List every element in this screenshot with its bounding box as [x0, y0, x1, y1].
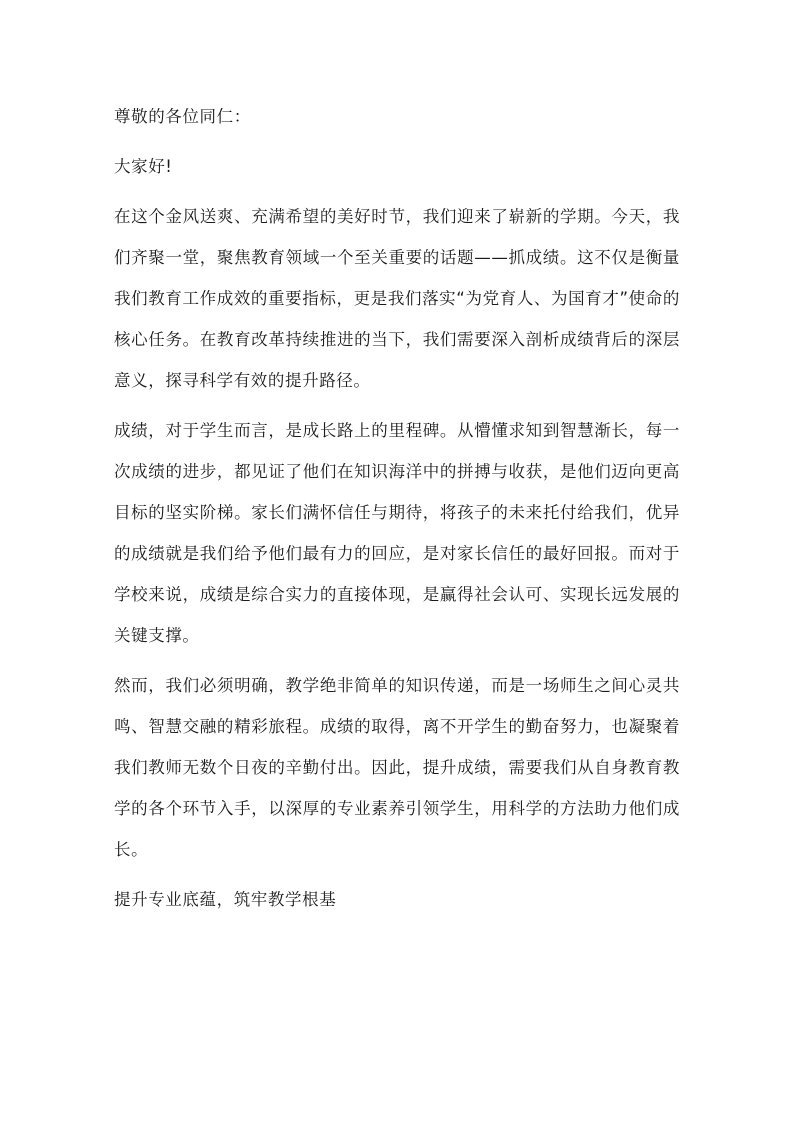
section-heading-1: 提升专业底蕴，筑牢教学根基	[114, 890, 337, 909]
paragraph-greeting: 大家好!	[114, 157, 173, 176]
paragraph-body-2: 成绩，对于学生而言，是成长路上的里程碑。从懵懂求知到智慧渐长，每一次成绩的进步，都见证了他们在知识海洋中的拼搏与收获，是他们迈向更高目标的坚实阶梯。家长们满怀信任与期待，将孩子的未来托付给我们，优异的成绩就是我们给予他们最有力的回应，是对家长信任的最好回报。而对于学校来说，成绩是综合实力的直接体现，是赢得社会认可、实现长远发展的关键支撑。	[114, 421, 680, 645]
paragraph-body-3: 然而，我们必须明确，教学绝非简单的知识传递，而是一场师生之间心灵共鸣、智慧交融的精彩旅程。成绩的取得，离不开学生的勤奋努力，也凝聚着我们教师无数个日夜的辛勤付出。因此，提升成绩，需要我们从自身教育教学的各个环节入手，以深厚的专业素养引领学生，用科学的方法助力他们成长。	[114, 676, 680, 859]
paragraph-body-1: 在这个金风送爽、充满希望的美好时节，我们迎来了崭新的学期。今天，我们齐聚一堂，聚焦教育领域一个至关重要的话题——抓成绩。这不仅是衡量我们教育工作成效的重要指标，更是我们落实“为党育人、为国育才”使命的核心任务。在教育改革持续推进的当下，我们需要深入剖析成绩背后的深层意义，探寻科学有效的提升路径。	[114, 207, 680, 390]
document-body	[114, 96, 680, 929]
paragraph-salutation: 尊敬的各位同仁：	[114, 107, 251, 126]
